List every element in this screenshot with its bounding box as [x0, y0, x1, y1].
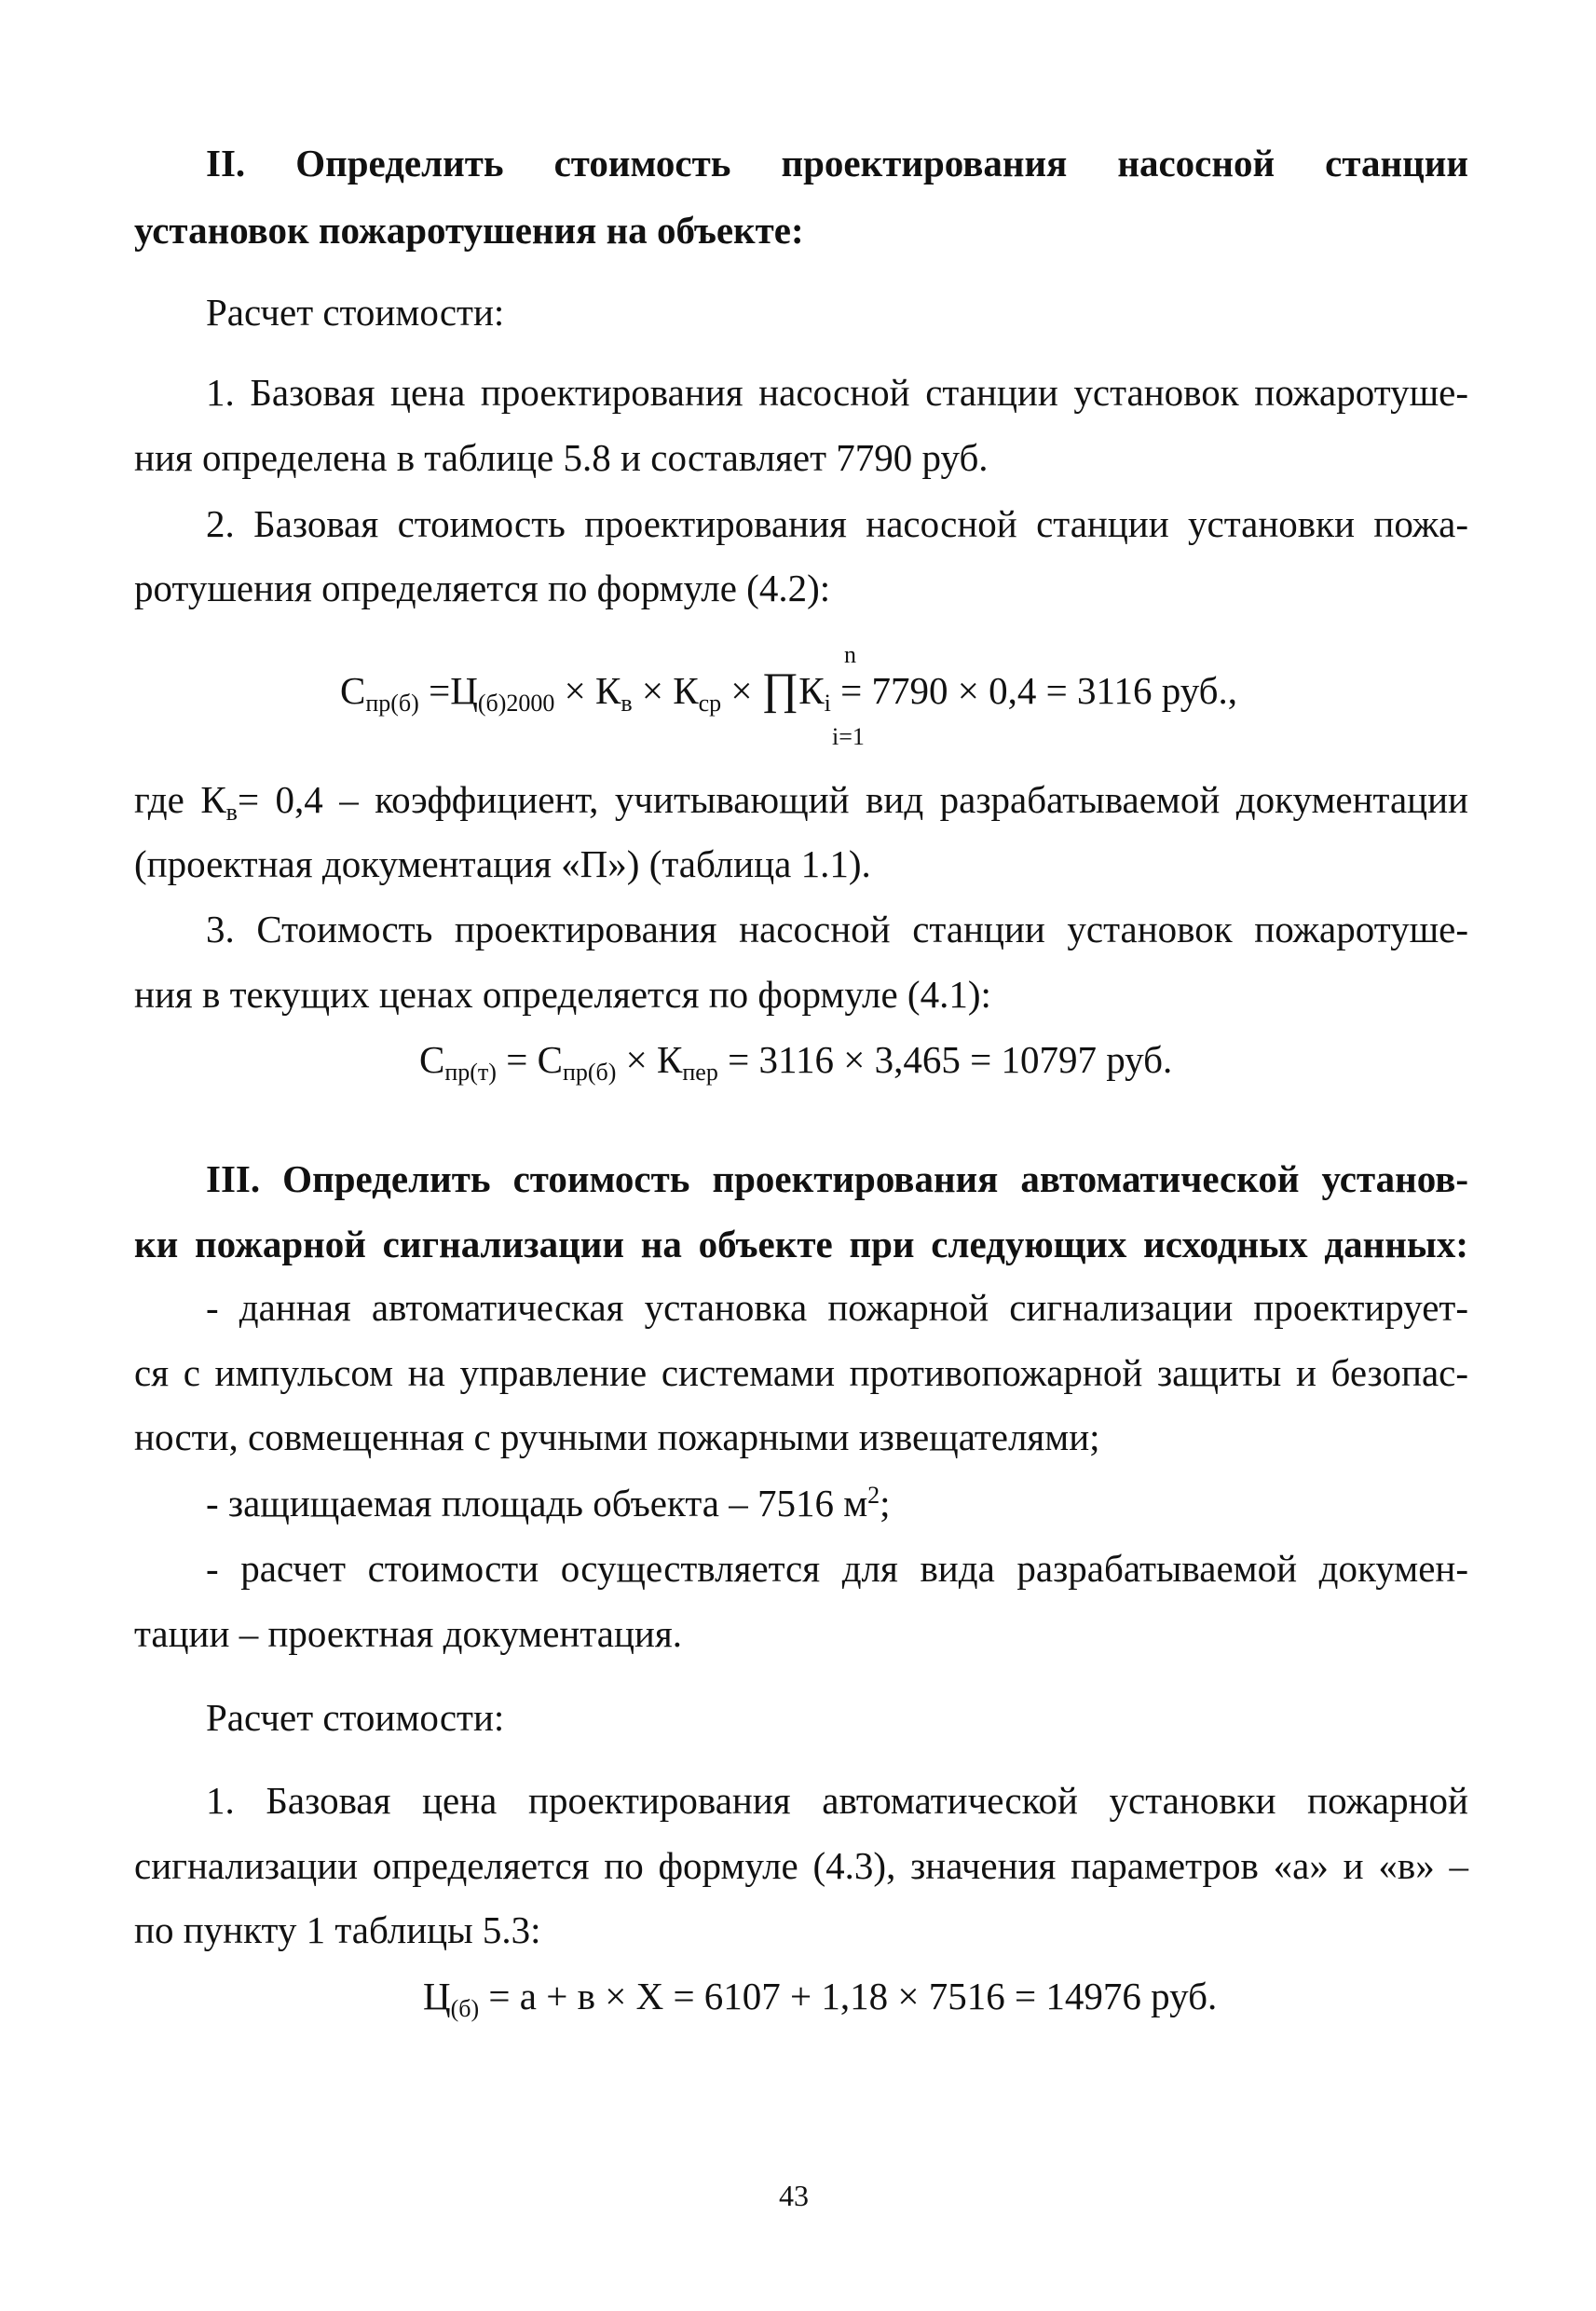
section3-heading-line2: ки пожарной сигнализации на объекте при следующих исходных данных: — [134, 1223, 1468, 1265]
section3-bullet1-line1: - данная автоматическая установка пожарной сигнализации проектирует- — [206, 1286, 1468, 1329]
section2-item1-line1: 1. Базовая цена проектирования насосной станции установок пожаротуше- — [206, 371, 1468, 414]
bullet2-sup: 2 — [867, 1482, 880, 1509]
section3-bullet2 — [206, 1480, 891, 1526]
formula1-rhs: = 7790 × 0,4 = 3116 руб., — [830, 669, 1238, 712]
section3-item1-line1: 1. Базовая цена проектирования автоматической установки пожарной — [206, 1779, 1468, 1822]
formula2-mid-sub: пр(б) — [562, 1059, 617, 1086]
bullet2-end: ; — [880, 1482, 891, 1525]
section3-heading-line1: III. Определить стоимость проектирования автоматической установ- — [206, 1157, 1468, 1200]
section2-item2-line1: 2. Базовая стоимость проектирования насосной станции установки пожа- — [206, 502, 1468, 545]
formula1-times: × — [721, 669, 753, 712]
product-symbol: ∏ — [761, 664, 799, 714]
section3-item1-line3: по пункту 1 таблицы 5.3: — [134, 1908, 541, 1951]
formula-4-3 — [423, 1973, 1218, 2022]
section3-item1-line2: сигнализации определяется по формуле (4.3), значения параметров «а» и «в» – — [134, 1844, 1468, 1887]
formula2-lhs-sub: пр(т) — [444, 1059, 497, 1086]
formula1-lhs: С — [340, 669, 366, 712]
section2-calc-title: Расчет стоимости: — [206, 291, 505, 334]
product-upper-limit: n — [844, 641, 856, 668]
note-sub: в — [225, 799, 238, 826]
formula1-lhs-sub: пр(б) — [365, 690, 419, 717]
section3-bullet1-line2: ся с импульсом на управление системами противопожарной защиты и безопас- — [134, 1351, 1468, 1394]
formula2-times: × К — [616, 1038, 683, 1081]
formula3-lhs: Ц — [423, 1975, 451, 2017]
formula3-lhs-sub: (б) — [450, 1995, 480, 2022]
formula2-eq: = С — [496, 1038, 563, 1081]
formula-4-2 — [340, 664, 1238, 717]
section3-bullet3-line1: - расчет стоимости осуществляется для вида разрабатываемой докумен- — [206, 1547, 1468, 1590]
formula1-ki-sub: i — [824, 690, 831, 717]
formula2-rhs: = 3116 × 3,465 = 10797 руб. — [717, 1038, 1173, 1081]
section2-heading-line1: II. Определить стоимость проектирования насосной станции — [206, 142, 1468, 185]
formula1-price-sub: (б)2000 — [477, 690, 555, 717]
section2-note-line1 — [134, 776, 1468, 826]
section2-item3-line2: ния в текущих ценах определяется по формуле (4.1): — [134, 973, 991, 1016]
section3-bullet1-line3: ности, совмещенная с ручными пожарными извещателями; — [134, 1415, 1100, 1458]
section2-item2-line2: ротушения определяется по формуле (4.2): — [134, 567, 831, 609]
note-prefix: где К — [134, 778, 226, 821]
section2-note-line2: (проектная документация «П») (таблица 1.1). — [134, 842, 871, 885]
product-lower-limit: i=1 — [832, 723, 865, 750]
formula1-kcp: × К — [632, 669, 699, 712]
section3-calc-title: Расчет стоимости: — [206, 1696, 505, 1739]
formula1-kv: × К — [554, 669, 621, 712]
formula2-lhs: С — [419, 1038, 445, 1081]
formula1-eq: =Ц — [418, 669, 478, 712]
section2-item3-line1: 3. Стоимость проектирования насосной станции установок пожаротуше- — [206, 908, 1468, 950]
formula1-kcp-sub: ср — [698, 690, 722, 717]
formula1-kv-sub: в — [621, 690, 633, 717]
section2-heading-line2: установок пожаротушения на объекте: — [134, 209, 804, 252]
formula2-kper-sub: пер — [682, 1059, 718, 1086]
page-number: 43 — [779, 2179, 809, 2212]
section3-bullet3-line2: тации – проектная документация. — [134, 1612, 682, 1655]
formula-4-1 — [419, 1036, 1173, 1086]
section2-item1-line2: ния определена в таблице 5.8 и составляет 7790 руб. — [134, 436, 989, 479]
note-rest: = 0,4 – коэффициент, учитывающий вид разрабатываемой документации — [237, 778, 1468, 821]
formula3-rhs: = а + в × Х = 6107 + 1,18 × 7516 = 14976 руб. — [479, 1975, 1218, 2017]
bullet2-text: - защищаемая площадь объекта – 7516 м — [206, 1482, 868, 1525]
formula1-ki: К — [798, 669, 825, 712]
